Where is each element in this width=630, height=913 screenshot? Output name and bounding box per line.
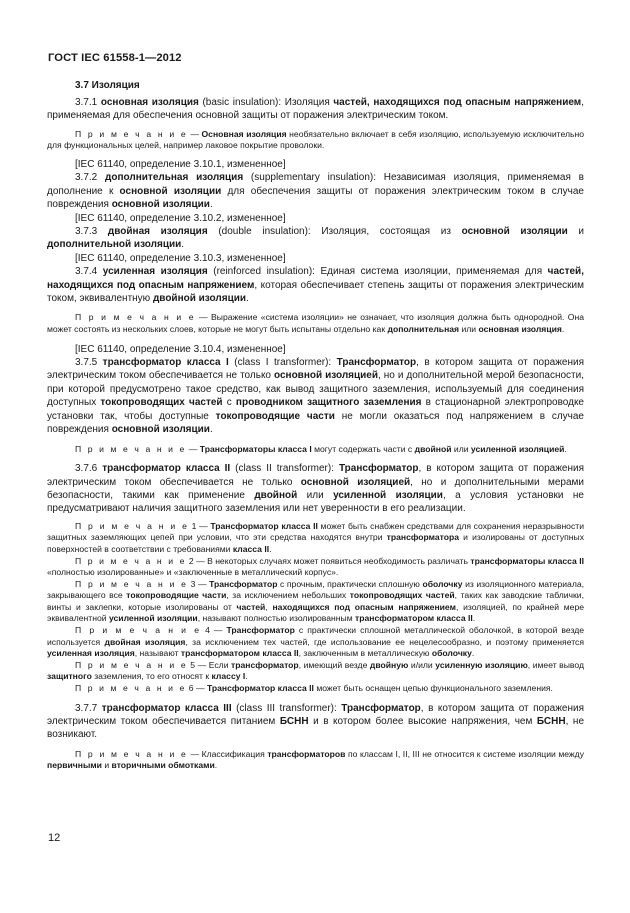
text-run: , заключенным в металлическую xyxy=(298,648,432,659)
term: усиленная изоляция xyxy=(102,266,208,278)
text-run: 3 — xyxy=(188,578,210,589)
text-run: . xyxy=(472,613,476,624)
text-run: 3.7.5 xyxy=(75,357,103,369)
note-paragraph xyxy=(47,444,584,456)
spacer xyxy=(47,455,584,462)
text-run: , за исключением небольших xyxy=(226,590,350,601)
text-run: 3.7.6 xyxy=(75,463,103,475)
term: трансформатор класса III xyxy=(101,702,232,714)
term: токопроводящих частей xyxy=(349,590,455,601)
text-run: — xyxy=(187,128,202,139)
term: трансформатором класса II xyxy=(355,613,473,624)
term: Трансформатор xyxy=(338,463,419,475)
text-run: . xyxy=(561,324,565,335)
term: усиленной изоляции xyxy=(108,613,198,624)
text-run: с прочным, практически сплошную xyxy=(277,578,423,589)
text-run: 3.7.1 xyxy=(75,97,101,108)
term: БСНН xyxy=(279,716,309,728)
term: основной изоляции xyxy=(111,199,210,211)
term: двойную xyxy=(369,659,409,670)
text-run: [IEC 61140, определение 3.10.2, измененное] xyxy=(75,212,286,224)
term: Трансформаторы класса I xyxy=(199,443,312,454)
text-run: и xyxy=(101,760,112,771)
text-run: (reinforced insulation): Единая система изоляции, применяемая для xyxy=(207,266,548,278)
body-paragraph xyxy=(47,462,584,516)
text-run: 1 — xyxy=(188,520,211,531)
note-label: П р и м е ч а н и е xyxy=(75,128,188,139)
text-run: , xyxy=(265,601,273,612)
term: Основная изоляция xyxy=(201,128,287,139)
note-label: П р и м е ч а н и е xyxy=(75,312,196,323)
note-label: П р и м е ч а н и е xyxy=(75,659,188,670)
term: вторичными обмотками xyxy=(111,760,215,771)
text-run: 3.7.3 xyxy=(75,226,108,238)
note-paragraph xyxy=(47,749,584,772)
spacer xyxy=(47,695,584,702)
text-run: . xyxy=(564,443,567,454)
document-header: ГОСТ IEC 61558-1—2012 xyxy=(48,52,182,64)
text-run: (class III transformer): xyxy=(231,702,342,714)
term: Трансформатор класса II xyxy=(210,520,318,531)
term: двойной xyxy=(414,443,452,454)
text-run: могут содержать части с xyxy=(311,443,415,454)
text-run: , таких как заводские таблички, винты и заклепки, которые изолированы от xyxy=(47,590,584,612)
text-run: , имеющий везде xyxy=(298,659,370,670)
term: основной изоляции xyxy=(111,424,210,436)
term: усиленной изоляции xyxy=(333,489,443,501)
text-run: и xyxy=(567,226,584,238)
body-paragraph xyxy=(47,171,584,211)
text-run: — Классификация xyxy=(187,748,268,759)
text-run: (class I transformer): xyxy=(228,357,337,369)
text-run: . xyxy=(246,293,249,305)
term: трансформатор класса II xyxy=(102,463,231,475)
text-run: , которая обеспечивает степень защиты от поражения электрическим током, эквивалентную xyxy=(47,279,584,305)
term: трансформатора xyxy=(386,532,460,543)
term: частей xyxy=(236,601,266,612)
term: трансформатор класса I xyxy=(102,357,229,369)
spacer xyxy=(47,336,584,343)
term: защитного xyxy=(47,671,92,682)
note-paragraph xyxy=(47,129,584,152)
note-paragraph xyxy=(47,625,584,660)
term: трансформаторов xyxy=(267,748,346,759)
text-run: (double insulation): Изоляция, состоящая из xyxy=(207,226,462,238)
term: трансформаторы класса II xyxy=(470,555,584,566)
term: двойная изоляция xyxy=(107,226,208,238)
text-run: в стационарной электропроводке установки так, чтобы доступные xyxy=(47,397,584,422)
term: классу I xyxy=(211,671,246,682)
text-run: заземления, то его относят к xyxy=(91,671,212,682)
text-run: «полностью изолированные» и «заключенные в металлический корпус». xyxy=(47,567,339,578)
text-run: или xyxy=(451,443,471,454)
text-run: , называют полностью изолированным xyxy=(197,613,356,624)
term: класса II xyxy=(232,543,270,554)
text-run: , не возникают. xyxy=(47,716,585,741)
text-run: и изолированы от доступных поверхностей в соответствии с требованиями xyxy=(47,532,584,554)
note-paragraph xyxy=(47,556,584,579)
spacer xyxy=(47,305,584,312)
text-run: с практически сплошной металлической оболочкой, в которой везде используется xyxy=(47,625,584,647)
term: двойной xyxy=(254,489,298,501)
text-run: с xyxy=(222,397,236,409)
term: токопроводящих частей xyxy=(100,397,223,409)
term: основной изоляции xyxy=(461,226,568,238)
text-run: (class II transformer): xyxy=(230,463,339,475)
term: основной изоляцией xyxy=(300,476,411,488)
term: Трансформатор xyxy=(209,578,278,589)
text-run: . xyxy=(214,760,218,771)
text-run: не могли оказаться под напряжением в случае повреждения xyxy=(47,410,584,436)
text-run: . xyxy=(181,239,185,251)
section-blocks xyxy=(47,96,584,772)
text-run: . xyxy=(471,648,475,659)
text-run: по классам I, II, III не относится к системе изоляции между xyxy=(345,748,584,759)
term: дополнительная изоляция xyxy=(105,172,244,184)
text-run: — xyxy=(186,443,200,454)
term: токопроводящие части xyxy=(215,410,335,422)
text-run: из изоляционного материала, закрывающего все xyxy=(47,578,584,601)
text-run: 6 — xyxy=(186,683,207,694)
text-run: 4 — xyxy=(201,625,227,636)
text-run: , применяемая для обеспечения основной защиты от поражения электрическим током. xyxy=(47,97,584,122)
body-paragraph xyxy=(47,96,584,123)
page-number: 12 xyxy=(48,832,61,844)
text-run: , называют xyxy=(134,648,181,659)
term: Трансформатор xyxy=(336,357,417,369)
text-run: может быть оснащен цепью функционального заземления. xyxy=(313,683,553,694)
note-paragraph xyxy=(47,521,584,556)
text-run: , а условия установки не предусматривают наличия защитного заземления или нет уверенности в его реализации. xyxy=(47,489,584,515)
text-run: , имеет вывод xyxy=(527,659,584,670)
term: находящихся под опасным напряжением xyxy=(272,601,456,612)
term: Трансформатор xyxy=(341,702,421,714)
note-label: П р и м е ч а н и е xyxy=(75,748,188,759)
text-run: — Выражение «система изоляции» не означает, что изоляция должна быть однородной. Она может состоять из нескольких слоев, которые не могут быть испытаны отдельно как xyxy=(47,312,585,335)
term: основной изоляцией xyxy=(273,370,379,382)
section-title: 3.7 Изоляция xyxy=(75,80,140,91)
text-run: , изоляцией, по крайней мере эквивалентной xyxy=(47,601,584,624)
term: трансформатором класса II xyxy=(180,648,299,659)
body-paragraph xyxy=(47,265,584,305)
text-run: , в котором защита от поражения электрическим током обеспечивается не только xyxy=(47,357,584,382)
text-run: 2 — В некоторых случаях может появиться необходимость различать xyxy=(186,555,471,566)
text-run: . xyxy=(209,199,213,211)
text-run: (supplementary insulation): Независимая изоляция, применяемая в дополнение к xyxy=(47,172,584,197)
term: двойная изоляция xyxy=(104,636,186,647)
text-run: и/или xyxy=(408,659,436,670)
text-run: 5 — Если xyxy=(187,659,232,670)
term: усиленная изоляция xyxy=(47,648,135,659)
text-run: или xyxy=(297,489,334,501)
body-paragraph xyxy=(47,702,584,742)
text-run: [IEC 61140, определение 3.10.1, измененное] xyxy=(75,159,286,170)
spacer xyxy=(47,437,584,444)
term: первичными xyxy=(47,760,102,771)
text-run: 3.7.7 xyxy=(75,702,102,714)
text-run: . xyxy=(245,671,248,682)
text-run: , в котором защита от поражения электрическим током обеспечивается не только xyxy=(47,463,584,488)
text-run: , за исключением тех частей, где использование ее нецелесообразно, и поэтому применяется xyxy=(185,636,584,647)
body-paragraph xyxy=(47,212,584,225)
text-run: и в котором более высокие напряжения, чем xyxy=(308,716,537,728)
term: Трансформатор класса II xyxy=(206,683,314,694)
term: дополнительной изоляции xyxy=(47,239,182,251)
note-paragraph xyxy=(47,579,584,625)
note-label: П р и м е ч а н и е xyxy=(75,578,189,589)
term: дополнительная xyxy=(387,324,460,335)
text-run: , но и дополнительными мерами безопасности, такими как применение xyxy=(47,476,584,501)
note-paragraph xyxy=(47,660,584,683)
text-run: [IEC 61140, определение 3.10.4, измененное] xyxy=(75,343,286,355)
term: БСНН xyxy=(536,716,566,728)
note-label: П р и м е ч а н и е xyxy=(75,683,187,694)
text-run: . xyxy=(209,424,213,436)
term: оболочку xyxy=(431,648,472,659)
text-run: , но и дополнительной мерой безопасности, при которой предусмотрено такое средство, как вывод защитного заземления, используемый для соединения доступных xyxy=(47,370,584,409)
term: проводником защитного заземления xyxy=(235,397,422,409)
term: основная изоляция xyxy=(100,97,199,108)
text-run: (basic insulation): Изоляция xyxy=(198,97,334,108)
body-paragraph xyxy=(47,225,584,252)
term: усиленной изоляцией xyxy=(470,443,565,454)
term: Трансформатор xyxy=(226,625,295,636)
term: частей, находящихся под опасным напряжением xyxy=(47,266,584,291)
note-label: П р и м е ч а н и е xyxy=(75,555,187,566)
term: основной изоляции xyxy=(119,185,222,197)
term: оболочку xyxy=(422,578,463,589)
note-label: П р и м е ч а н и е xyxy=(75,443,187,454)
body-paragraph xyxy=(47,356,584,436)
text-run: для обеспечения защиты от поражения электрическим током в случае повреждения xyxy=(47,185,584,211)
note-paragraph xyxy=(47,312,584,335)
text-run: 3.7.4 xyxy=(75,266,103,278)
note-label: П р и м е ч а н и е xyxy=(75,520,189,531)
spacer xyxy=(47,742,584,749)
term: основная изоляция xyxy=(478,324,562,335)
text-run: . xyxy=(269,543,272,554)
text-run: необязательно включает в себя изоляцию, используемую исключительно для функциональных целей, например лаковое покрытие проволоки. xyxy=(47,128,585,151)
term: усиленную изоляцию xyxy=(435,659,528,670)
body-paragraph xyxy=(47,158,584,171)
term: трансформатор xyxy=(231,659,299,670)
term: двойной изоляции xyxy=(152,293,247,305)
text-run: может быть снабжен средствами для сохранения неразрывности защитных заземляющих цепей при условии, что эти средства находятся внутри xyxy=(47,520,585,543)
document-body xyxy=(47,70,584,772)
text-run: 3.7.2 xyxy=(75,172,106,184)
term: частей, находящихся под опасным напряжением xyxy=(333,97,582,108)
text-run: или xyxy=(459,324,479,335)
text-run: , в котором защита от поражения электрическим током обеспечивается питанием xyxy=(47,702,585,728)
body-paragraph xyxy=(47,252,584,265)
term: токопроводящие части xyxy=(126,590,227,601)
body-paragraph xyxy=(47,343,584,356)
text-run: [IEC 61140, определение 3.10.3, измененное] xyxy=(75,252,286,264)
note-paragraph xyxy=(47,683,584,695)
note-label: П р и м е ч а н и е xyxy=(75,625,202,636)
